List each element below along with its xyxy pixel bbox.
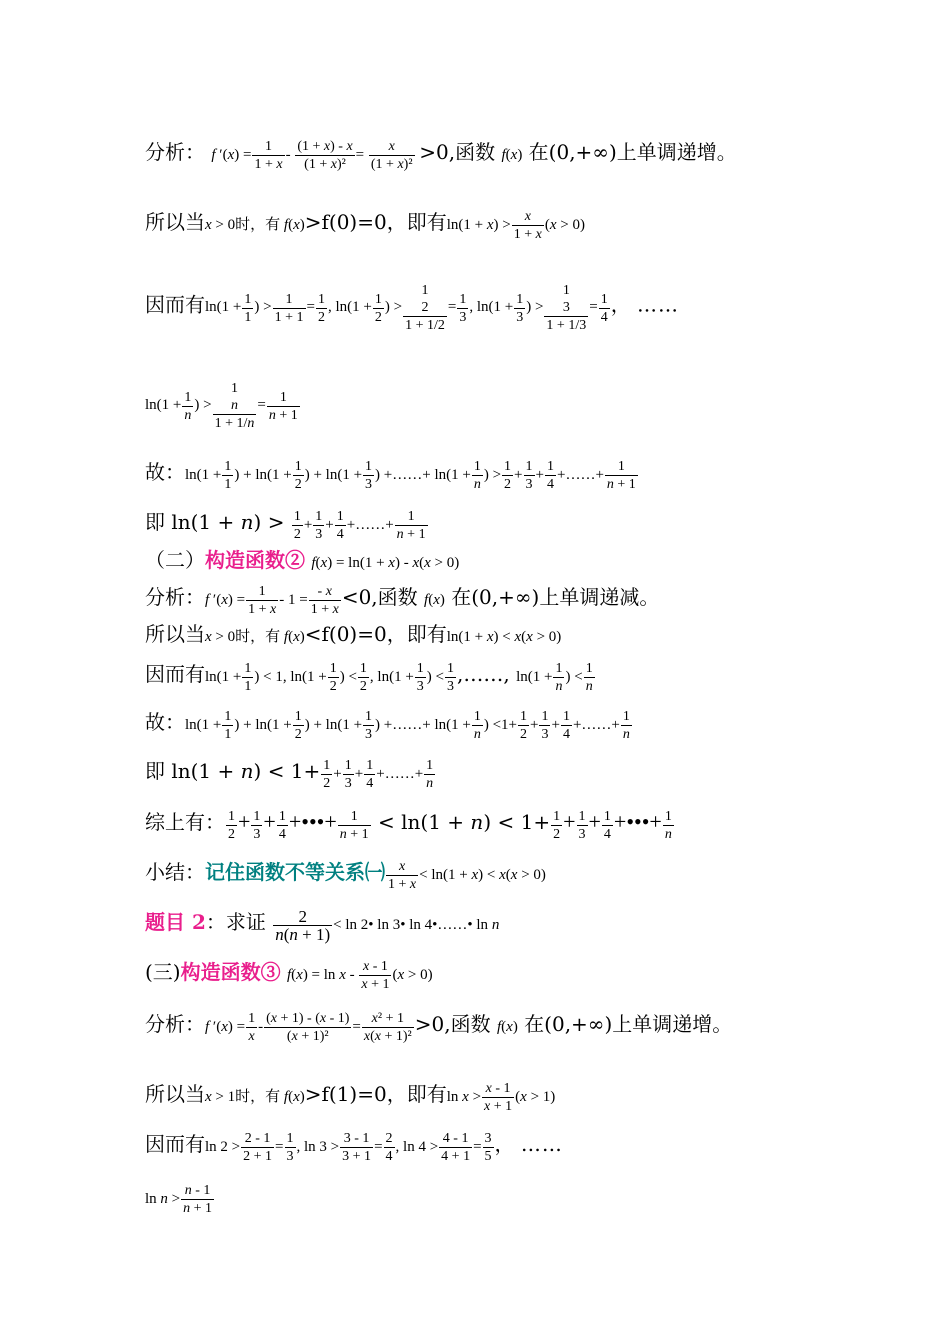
analysis-line-8: 分析：f ′(x) = $\frac{1}{1 + x}$ - 1 = $\frac{- x}{1 + x}$ <0,函数 f(x) 在(0,+∞)上单调递减。 [145,584,660,617]
analysis-line-13: 综上有： $\frac{1}{2}$ + $\frac{1}{3}$ + $\frac{1}{4}$ +•••+ $\frac{1}{n + 1}$ < ln(1 + n) < 1+ $\frac{1}{2}$ + $\frac{1}{3}$ + $\frac{1}{4}$ +•••+ $\frac{1}{n}$ [145,808,672,842]
analysis-line-9: 所以当x > 0时，有 f(x)<f(0)=0，即有ln(1 + x) < x(x > 0) [145,622,562,646]
analysis-line-17: 分析：f ′(x) = $\frac{1}{x}$ - $\frac{(x + 1) - (x - 1)}{\text{(x + 1)²}}$ = $\frac{\text{x² + 1}}{\text{x(x + 1)²}}$ >0,函数 f(x) 在(0,+∞)上单调递增。 [145,1011,733,1044]
summary-line: 小结：记住函数不等关系㈠ $\frac{x}{1 + x}$ < ln(1 + x) < x(x > 0) [145,859,546,892]
section-3-title: 构造函数③ [180,959,281,984]
analysis-line-10: 因而有ln(1 + $\frac{1}{1}$ ) < 1, ln(1 + $\frac{1}{2}$ ) < $\frac{1}{2}$ , ln(1 + $\frac{1}{3}$ ) < $\frac{1}{3}$ ,……, ln(1 + $\frac{1}{n}$ ) < $\frac{1}{n}$ [145,661,593,694]
analysis-line-18: 所以当x > 1时，有 f(x)>f(1)=0，即有ln x > $\frac{x - 1}{x + 1}$ (x > 1) [145,1081,556,1114]
analysis-line-3: 因而有ln(1 + $\frac{1}{1}$ ) > $\frac{1}{1 + 1}$ = $\frac{1}{2}$ , ln(1 + $\frac{1}{2}$ ) > 1 2 1 + 1/2 = $\frac{1}{3}$ , ln(1 + $\frac{1}{3}$ ) > 1 3 1 + 1/3 = $\frac{1}{4}$ ， …… [145,283,680,333]
analysis-line-1: 分析： f ′(x) = $\frac{1}{1 + x}$ - $\frac{(1 + x) - x}{\text{(1 + x)²}}$ = $\frac{x}{\text{(1 + x)²}}$ >0,函数 f(x) 在(0,+∞)上单调递增。 [145,139,737,172]
summary-title: 记住函数不等关系㈠ [205,859,385,884]
analysis-line-11: 故：ln(1 + $\frac{1}{1}$ ) + ln(1 + $\frac{1}{2}$ ) + ln(1 + $\frac{1}{3}$ ) +……+ ln(1 + $\frac{1}{n}$ ) <1+ $\frac{1}{2}$ + $\frac{1}{3}$ + $\frac{1}{4}$ +……+ $\frac{1}{n}$ [145,709,630,742]
analysis-line-19: 因而有ln 2 > $\frac{2 - 1}{2 + 1}$ = $\frac{1}{3}$ , ln 3 > $\frac{3 - 1}{3 + 1}$ = $\frac{2}{4}$ , ln 4 > $\frac{4 - 1}{4 + 1}$ = $\frac{3}{5}$ ， …… [145,1131,563,1164]
analysis-line-4: ln(1 + $\frac{1}{n}$ ) > 1 n 1 + 1/n = $\frac{1}{n + 1}$ [145,381,298,431]
section-2-heading: （二）构造函数② f(x) = ln(1 + x) - x(x > 0) [145,548,460,572]
analysis-line-12: 即 ln(1 + n) < 1+ $\frac{1}{2}$ + $\frac{1}{3}$ + $\frac{1}{4}$ +……+ $\frac{1}{n}$ [145,758,434,791]
label: 分析： [145,139,205,164]
analysis-line-2: 所以当x > 0时，有 f(x)>f(0)=0，即有ln(1 + x) > $\frac{x}{1 + x}$ (x > 0) [145,209,585,242]
analysis-line-5: 故：ln(1 + $\frac{1}{1}$ ) + ln(1 + $\frac{1}{2}$ ) + ln(1 + $\frac{1}{3}$ ) +……+ ln(1 + $\frac{1}{n}$ ) > $\frac{1}{2}$ + $\frac{1}{3}$ + $\frac{1}{4}$ +……+ $\frac{1}{n + 1}$ [145,459,636,492]
section-3-heading: (三)构造函数③ f(x) = ln x - $\frac{x - 1}{x + 1}$ (x > 0) [145,959,433,992]
derivative-formula: f ′(x) = $\frac{1}{1 + x}$ - $\frac{(1 + x) - x}{\text{(1 + x)²}}$ = $\frac{x}{\text{(1 + x)²}}$ [211,139,413,172]
analysis-line-6: 即 ln(1 + n) > $\frac{1}{2}$ + $\frac{1}{3}$ + $\frac{1}{4}$ +……+ $\frac{1}{n + 1}$ [145,509,426,542]
analysis-line-20: ln n > $\frac{n - 1}{n + 1}$ [145,1183,213,1216]
problem-2-title: 题目 2 [145,909,206,934]
problem-2-line: 题目 2：求证 $\frac{2}{n(n + 1)}$ < ln 2• ln 3• ln 4•……• ln n [145,907,500,944]
section-2-title: 构造函数② [205,548,305,572]
